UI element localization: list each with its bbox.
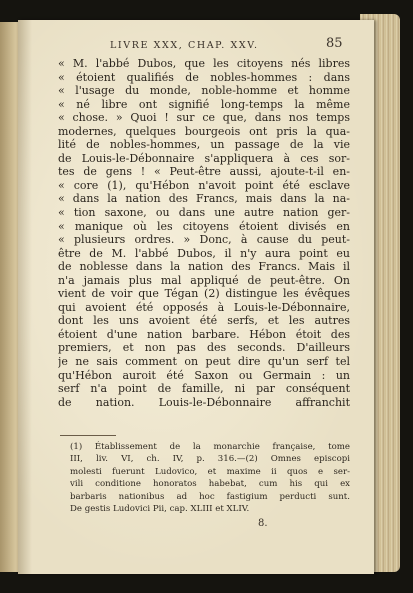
body-line: « M. l'abbé Dubos, que les citoyens nés libres — [58, 57, 350, 70]
body-line: « manique où les citoyens étoient divisés en — [58, 219, 350, 233]
body-line: dont les uns avoient été serfs, et les autres — [58, 314, 350, 328]
body-line: je ne sais comment on peut dire qu'un serf tel — [58, 355, 350, 369]
page-header — [18, 36, 374, 54]
footnote-line: III, liv. VI, ch. IV, p. 316.—(2) Omnes episcopi — [70, 454, 350, 465]
body-line: « dans la nation des Francs, mais dans la na- — [58, 192, 350, 206]
body-line: « l'usage du monde, noble-homme et homme — [58, 84, 350, 98]
body-line: de noblesse dans la nation des Francs. Mais il — [58, 260, 350, 274]
body-line: être de M. l'abbé Dubos, il n'y aura point eu — [58, 246, 350, 260]
body-line: lité de nobles-hommes, un passage de la vie — [58, 138, 350, 152]
book-page — [18, 20, 374, 574]
body-line: de nation. Louis-le-Débonnaire affranchit — [58, 395, 350, 409]
footnote-line: De gestis Ludovici Pii, cap. XLIII et XLIV. — [70, 503, 250, 514]
footnote-line: (1) Établissement de la monarchie française, tome — [70, 442, 350, 452]
body-line: « plusieurs ordres. » Donc, à cause du peut- — [58, 233, 350, 247]
body-line: de Louis-le-Débonnaire s'appliquera à ces sor- — [58, 151, 350, 165]
running-head: LIVRE XXX, CHAP. XXV. — [110, 40, 259, 51]
body-line: étoient d'une nation barbare. Hébon étoit des — [58, 327, 350, 341]
page-number: 85 — [326, 36, 343, 51]
footnote-line: vili conditione honoratos habebat, cum his qui ex — [70, 479, 350, 490]
body-line: vient de voir que Tégan (2) distingue les évêques — [58, 287, 350, 301]
body-line: tes de gens ! « Peut-être aussi, ajoute-t-il en- — [58, 165, 350, 179]
body-line: modernes, quelques bourgeois ont pris la qua- — [58, 124, 350, 138]
footnote-line: barbaris nationibus ad hoc fastigium perducti sunt. — [70, 491, 350, 502]
body-line: « core (1), qu'Hébon n'avoit point été esclave — [58, 178, 350, 192]
body-line: serf n'a point de famille, ni par conséquent — [58, 382, 350, 396]
body-line: n'a jamais plus mal appliqué de peut-être. On — [58, 273, 350, 287]
footnotes — [70, 441, 350, 515]
body-line: « chose. » Quoi ! sur ce que, dans nos temps — [58, 111, 350, 125]
body-text — [58, 57, 350, 409]
body-line: « tion saxone, ou dans une autre nation ger- — [58, 206, 350, 220]
body-line: « né libre ont signifié long-temps la même — [58, 97, 350, 111]
body-line: premiers, et non pas des seconds. D'ailleurs — [58, 341, 350, 355]
footnote-rule — [60, 435, 116, 436]
signature-mark: 8. — [258, 518, 268, 529]
body-line: qui avoient été opposés à Louis-le-Débonnaire, — [58, 300, 350, 314]
footnote-line: molesti fuerunt Ludovico, et maxime ii quos e ser- — [70, 466, 350, 477]
body-line: « étoient qualifiés de nobles-hommes : dans — [58, 70, 350, 84]
body-line: qu'Hébon auroit été Saxon ou Germain : un — [58, 368, 350, 382]
